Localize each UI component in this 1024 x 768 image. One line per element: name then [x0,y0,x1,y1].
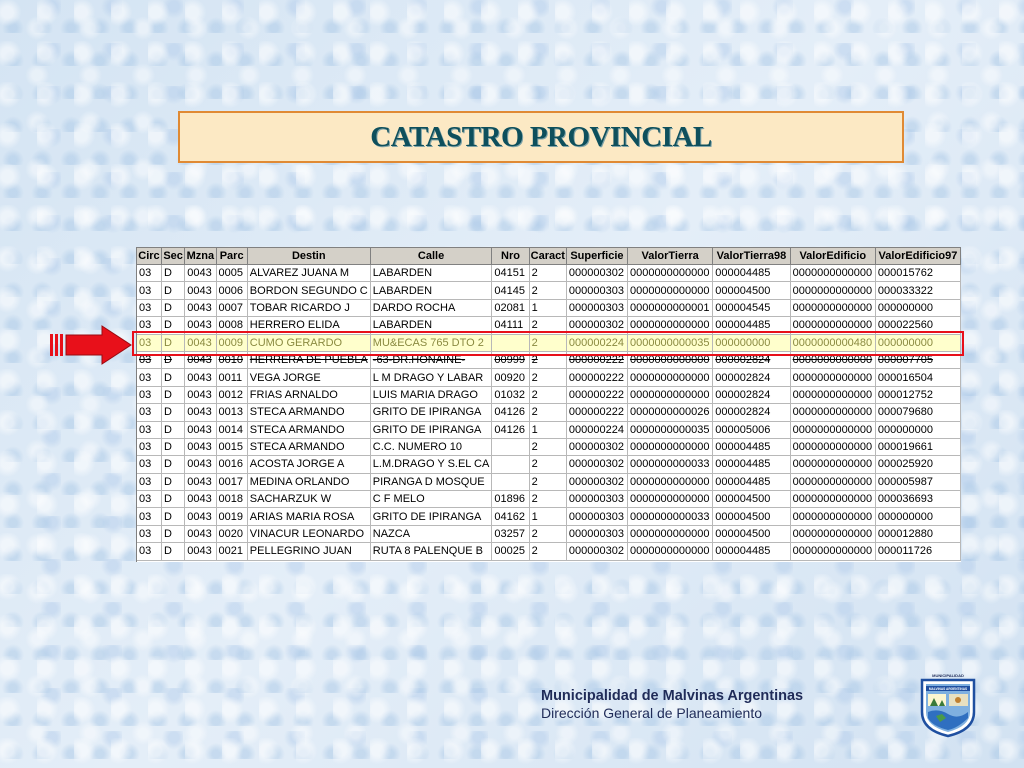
table-cell[interactable]: 000015762 [875,265,960,282]
table-cell[interactable]: PIRANGA D MOSQUE [370,473,492,490]
table-cell[interactable]: 0000000000033 [627,456,712,473]
table-cell[interactable]: 03 [137,543,161,560]
table-cell[interactable]: 0012 [216,386,247,403]
cadastre-table [137,248,961,561]
table-cell[interactable]: 000000000 [875,421,960,438]
table-cell[interactable]: 000000000 [875,299,960,316]
table-row[interactable] [137,508,961,525]
table-cell[interactable]: 000000303 [566,508,627,525]
table-header-row [137,248,961,265]
table-cell[interactable]: 000000303 [566,299,627,316]
table-cell[interactable]: 0000000000000 [627,282,712,299]
table-cell[interactable]: LABARDEN [370,282,492,299]
table-cell[interactable]: 0000000000000 [627,473,712,490]
table-row[interactable] [137,265,961,282]
table-body [137,265,961,561]
table-cell[interactable]: 000000303 [566,282,627,299]
table-cell[interactable]: 0020 [216,525,247,542]
column-header[interactable]: Parc [216,248,247,265]
table-cell[interactable]: 0005 [216,265,247,282]
table-cell[interactable]: 03 [137,334,161,351]
table-cell[interactable]: 0043 [185,265,216,282]
table-cell[interactable]: 000004485 [713,473,790,490]
column-header[interactable]: Mzna [185,248,216,265]
table-cell[interactable]: 0043 [185,438,216,455]
table-cell[interactable]: 0043 [185,525,216,542]
table-cell[interactable]: 2 [529,438,566,455]
table-cell[interactable]: FRIAS ARNALDO [247,386,370,403]
table-cell[interactable]: 000004545 [713,299,790,316]
column-header[interactable]: Superficie [566,248,627,265]
column-header[interactable]: ValorEdificio97 [875,248,960,265]
table-cell[interactable]: 00920 [492,369,529,386]
table-cell[interactable]: 0043 [185,369,216,386]
table-cell[interactable]: 0000000000035 [627,421,712,438]
table-cell[interactable]: 03 [137,299,161,316]
table-cell[interactable]: GRITO DE IPIRANGA [370,421,492,438]
table-cell[interactable]: 0000000000000 [790,525,875,542]
table-cell[interactable]: SACHARZUK W [247,491,370,508]
table-cell[interactable]: 0000000000033 [627,508,712,525]
table-cell[interactable]: 0000000000000 [790,456,875,473]
logo-banner-text: MALVINAS ARGENTINAS [928,687,968,691]
table-cell[interactable]: 000019661 [875,438,960,455]
table-cell[interactable]: 0000000000480 [790,334,875,351]
table-cell[interactable]: 0000000000000 [790,543,875,560]
table-cell[interactable]: 0000000000000 [790,473,875,490]
row-highlight-frame [132,331,964,356]
table-cell[interactable]: 02081 [492,299,529,316]
table-cell[interactable]: 0000000000000 [790,491,875,508]
table-cell[interactable]: 0000000000000 [790,386,875,403]
table-cell[interactable]: 0043 [185,456,216,473]
table-cell[interactable]: 000011726 [875,543,960,560]
table-cell[interactable]: 2 [529,404,566,421]
table-cell[interactable]: STECA ARMANDO [247,404,370,421]
table-cell[interactable]: 0000000000000 [627,351,712,368]
table-cell[interactable]: 2 [529,282,566,299]
table-cell[interactable]: RUTA 8 PALENQUE B [370,543,492,560]
table-cell[interactable]: D [161,508,184,525]
table-cell[interactable]: 0000000000000 [627,317,712,334]
table-row[interactable] [137,386,961,403]
table-cell[interactable]: 0019 [216,508,247,525]
table-cell[interactable]: 000000302 [566,543,627,560]
table-cell[interactable]: D [161,317,184,334]
table-cell[interactable]: 03 [137,525,161,542]
table-cell[interactable]: 2 [529,265,566,282]
table-cell[interactable]: 2 [529,473,566,490]
title-box [178,111,904,163]
table-cell[interactable]: 000004485 [713,456,790,473]
table-cell[interactable]: D [161,456,184,473]
table-cell[interactable]: 000036693 [875,491,960,508]
table-cell[interactable]: 000000000 [875,334,960,351]
table-cell[interactable]: LABARDEN [370,265,492,282]
table-cell[interactable]: ACOSTA JORGE A [247,456,370,473]
table-cell[interactable]: 0016 [216,456,247,473]
table-cell[interactable]: 000000224 [566,334,627,351]
table-cell[interactable]: 04145 [492,282,529,299]
table-cell[interactable]: D [161,421,184,438]
table-cell[interactable]: D [161,404,184,421]
table-cell[interactable]: 000004485 [713,543,790,560]
table-cell[interactable]: VEGA JORGE [247,369,370,386]
table-row[interactable] [137,456,961,473]
table-cell[interactable]: 0000000000000 [790,282,875,299]
table-cell[interactable]: 04111 [492,317,529,334]
table-cell[interactable]: 0000000000000 [790,317,875,334]
table-cell[interactable]: 000033322 [875,282,960,299]
table-cell[interactable]: TOBAR RICARDO J [247,299,370,316]
table-row[interactable] [137,369,961,386]
municipality-logo [918,672,978,738]
table-cell[interactable]: 000000222 [566,404,627,421]
table-cell[interactable]: 0011 [216,369,247,386]
table-cell[interactable]: 0000000000000 [790,299,875,316]
table-cell[interactable]: 2 [529,369,566,386]
cadastre-grid[interactable] [136,247,961,562]
table-cell[interactable]: 0007 [216,299,247,316]
table-cell[interactable]: 1 [529,421,566,438]
table-cell[interactable]: 04126 [492,404,529,421]
table-cell[interactable]: 0000000000000 [790,508,875,525]
table-cell[interactable]: 000000302 [566,456,627,473]
table-row[interactable] [137,473,961,490]
table-cell[interactable]: 03 [137,438,161,455]
table-cell[interactable]: 04151 [492,265,529,282]
table-cell[interactable]: 000000224 [566,421,627,438]
table-cell[interactable]: 0000000000000 [790,351,875,368]
table-cell[interactable]: 0018 [216,491,247,508]
table-cell[interactable]: ALVAREZ JUANA M [247,265,370,282]
column-header[interactable]: Destin [247,248,370,265]
table-cell[interactable]: 2 [529,386,566,403]
table-cell[interactable]: 0000000000000 [790,438,875,455]
column-header[interactable]: Nro [492,248,529,265]
table-cell[interactable]: 2 [529,317,566,334]
table-cell[interactable]: 000025920 [875,456,960,473]
table-cell[interactable]: D [161,299,184,316]
table-cell[interactable]: ARIAS MARIA ROSA [247,508,370,525]
table-cell[interactable]: 000007705 [875,351,960,368]
table-cell[interactable]: 0000000000001 [627,299,712,316]
table-cell[interactable]: 0015 [216,438,247,455]
table-cell[interactable]: 03 [137,282,161,299]
table-cell[interactable]: 04126 [492,421,529,438]
table-cell[interactable]: 0043 [185,282,216,299]
table-cell[interactable]: 0043 [185,491,216,508]
table-cell[interactable]: 0043 [185,351,216,368]
table-cell[interactable]: 0000000000000 [627,369,712,386]
table-cell[interactable]: 00025 [492,543,529,560]
table-cell[interactable]: C F MELO [370,491,492,508]
table-cell[interactable]: 000022560 [875,317,960,334]
table-cell[interactable]: 0000000000000 [790,265,875,282]
table-cell[interactable]: D [161,351,184,368]
table-cell[interactable]: 0021 [216,543,247,560]
table-cell[interactable]: LABARDEN [370,317,492,334]
table-cell[interactable]: 0010 [216,351,247,368]
table-cell[interactable]: 03 [137,421,161,438]
table-cell[interactable]: 03257 [492,525,529,542]
table-cell[interactable] [492,456,529,473]
table-cell[interactable]: 000004500 [713,525,790,542]
table-cell[interactable]: PELLEGRINO JUAN [247,543,370,560]
table-cell[interactable]: 000005006 [713,421,790,438]
table-cell[interactable]: 2 [529,334,566,351]
table-cell[interactable]: 000000302 [566,265,627,282]
table-cell[interactable]: 0000000000000 [790,421,875,438]
page-title: CATASTRO PROVINCIAL [370,120,712,153]
table-cell[interactable]: 2 [529,491,566,508]
table-cell[interactable]: 0000000000026 [627,404,712,421]
table-cell[interactable]: 000000302 [566,473,627,490]
table-cell[interactable]: 0043 [185,404,216,421]
table-cell[interactable]: 03 [137,456,161,473]
table-cell[interactable]: 0000000000000 [627,543,712,560]
table-cell[interactable]: 0043 [185,317,216,334]
table-cell[interactable]: 000004485 [713,438,790,455]
table-cell[interactable]: 0000000000000 [627,386,712,403]
footer-organization: Municipalidad de Malvinas Argentinas [541,688,804,704]
footer-department: Dirección General de Planeamiento [541,705,763,721]
table-cell[interactable]: 04162 [492,508,529,525]
table-cell[interactable]: -63-DR.HONAINE- [370,351,492,368]
table-cell[interactable]: 03 [137,265,161,282]
table-cell[interactable]: 000000303 [566,491,627,508]
table-row[interactable] [137,421,961,438]
table-cell[interactable]: D [161,386,184,403]
table-row[interactable] [137,525,961,542]
table-cell[interactable]: 01896 [492,491,529,508]
table-cell[interactable]: 0008 [216,317,247,334]
table-cell[interactable]: 0000000000035 [627,334,712,351]
table-cell[interactable]: 000012752 [875,386,960,403]
table-cell[interactable]: 000012880 [875,525,960,542]
table-cell[interactable]: 000016504 [875,369,960,386]
table-cell[interactable]: 000002824 [713,386,790,403]
column-header[interactable]: Sec [161,248,184,265]
table-cell[interactable]: HERRERA DE PUEBLA [247,351,370,368]
table-cell[interactable]: 000004500 [713,508,790,525]
table-cell[interactable]: 000079680 [875,404,960,421]
table-cell[interactable]: 03 [137,404,161,421]
table-cell[interactable]: CUMO GERARDO [247,334,370,351]
table-cell[interactable]: 000002824 [713,351,790,368]
table-cell[interactable]: HERRERO ELIDA [247,317,370,334]
table-cell[interactable]: 03 [137,351,161,368]
table-cell[interactable]: 000000000 [875,508,960,525]
pointer-arrow-icon [50,325,132,365]
table-cell[interactable]: 0043 [185,334,216,351]
table-cell[interactable]: 03 [137,508,161,525]
table-cell[interactable]: 03 [137,491,161,508]
table-cell[interactable]: NAZCA [370,525,492,542]
table-cell[interactable]: 000000222 [566,369,627,386]
table-cell[interactable]: 0009 [216,334,247,351]
table-row[interactable] [137,491,961,508]
table-cell[interactable]: 1 [529,299,566,316]
table-row[interactable] [137,404,961,421]
table-cell[interactable]: 03 [137,386,161,403]
table-cell[interactable]: 2 [529,543,566,560]
table-cell[interactable]: 0043 [185,508,216,525]
table-cell[interactable]: 000004485 [713,317,790,334]
table-cell[interactable]: 000000303 [566,525,627,542]
table-cell[interactable]: 000004500 [713,491,790,508]
table-cell[interactable]: 0043 [185,299,216,316]
table-cell[interactable]: C.C. NUMERO 10 [370,438,492,455]
table-row[interactable] [137,299,961,316]
table-cell[interactable] [492,473,529,490]
table-cell[interactable]: D [161,543,184,560]
table-cell[interactable]: D [161,334,184,351]
table-cell[interactable]: 0013 [216,404,247,421]
table-cell[interactable]: L M DRAGO Y LABAR [370,369,492,386]
table-cell[interactable]: 1 [529,508,566,525]
table-cell[interactable]: 0043 [185,543,216,560]
table-cell[interactable]: 0014 [216,421,247,438]
table-cell[interactable]: STECA ARMANDO [247,438,370,455]
table-cell[interactable]: BORDON SEGUNDO C [247,282,370,299]
table-row[interactable] [137,543,961,560]
table-cell[interactable]: 000000222 [566,386,627,403]
table-cell[interactable]: L.M.DRAGO Y S.EL CA [370,456,492,473]
column-header[interactable]: Circ [137,248,161,265]
table-cell[interactable]: GRITO DE IPIRANGA [370,508,492,525]
table-cell[interactable]: 03 [137,369,161,386]
table-cell[interactable]: 0000000000000 [790,369,875,386]
table-cell[interactable]: 000000302 [566,438,627,455]
table-cell[interactable]: 000004485 [713,265,790,282]
table-row[interactable] [137,438,961,455]
logo-top-text: MUNICIPALIDAD [932,673,964,678]
table-cell[interactable]: DARDO ROCHA [370,299,492,316]
table-cell[interactable]: 000002824 [713,369,790,386]
table-cell[interactable]: 000005987 [875,473,960,490]
table-cell[interactable]: 01032 [492,386,529,403]
table-cell[interactable]: MEDINA ORLANDO [247,473,370,490]
table-cell[interactable]: 2 [529,456,566,473]
table-cell[interactable]: D [161,282,184,299]
column-header[interactable]: ValorTierra [627,248,712,265]
table-cell[interactable]: D [161,265,184,282]
table-row[interactable] [137,282,961,299]
table-cell[interactable]: 000000222 [566,351,627,368]
table-cell[interactable] [492,438,529,455]
table-cell[interactable]: 0000000000000 [627,265,712,282]
column-header[interactable]: Caract [529,248,566,265]
table-cell[interactable]: D [161,369,184,386]
table-cell[interactable]: D [161,473,184,490]
column-header[interactable]: ValorTierra98 [713,248,790,265]
table-cell[interactable]: 03 [137,317,161,334]
table-cell[interactable]: MU&ECAS 765 DTO 2 [370,334,492,351]
table-cell[interactable]: D [161,525,184,542]
table-cell[interactable]: 03 [137,473,161,490]
table-cell[interactable]: 0000000000000 [790,404,875,421]
table-cell[interactable]: 0000000000000 [627,491,712,508]
table-cell[interactable]: 0017 [216,473,247,490]
footer [541,688,803,721]
table-cell[interactable]: 2 [529,525,566,542]
table-cell[interactable]: D [161,438,184,455]
table-cell[interactable]: GRITO DE IPIRANGA [370,404,492,421]
table-cell[interactable]: 0043 [185,473,216,490]
table-cell[interactable]: 2 [529,351,566,368]
table-cell[interactable]: D [161,491,184,508]
column-header[interactable]: ValorEdificio [790,248,875,265]
table-cell[interactable]: STECA ARMANDO [247,421,370,438]
column-header[interactable]: Calle [370,248,492,265]
table-cell[interactable]: 000000302 [566,317,627,334]
table-cell[interactable]: 000000000 [713,334,790,351]
table-cell[interactable]: 0043 [185,386,216,403]
table-cell[interactable]: 000004500 [713,282,790,299]
table-cell[interactable]: 0000000000000 [627,438,712,455]
table-cell[interactable]: 0043 [185,421,216,438]
table-cell[interactable]: VINACUR LEONARDO [247,525,370,542]
table-cell[interactable]: LUIS MARIA DRAGO [370,386,492,403]
table-cell[interactable]: 0006 [216,282,247,299]
table-cell[interactable]: 000002824 [713,404,790,421]
table-cell[interactable]: 0000000000000 [627,525,712,542]
table-cell[interactable]: 00999 [492,351,529,368]
